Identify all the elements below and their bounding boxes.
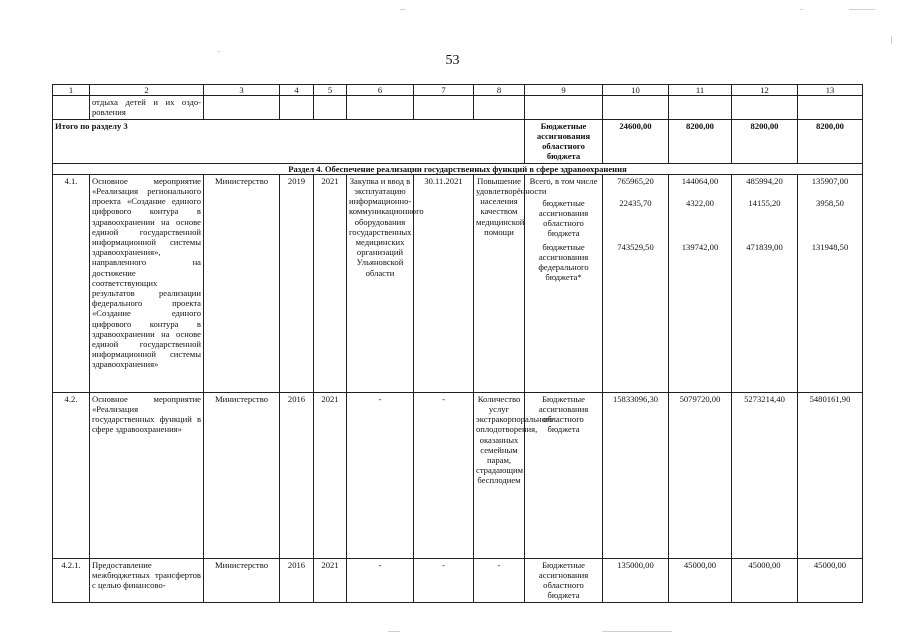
col-number: 5: [314, 85, 347, 96]
value-regional: 22435,70: [619, 197, 652, 208]
row-source: Бюджетные ассигнования областного бюджета: [525, 392, 603, 558]
total-value-10: 24600,00: [603, 119, 669, 163]
row-value-11: 45000,00: [669, 558, 732, 602]
row-name: Основное мероприятие «Реализация регионального проекта «Создание единого цифрового контура в здравоохранении на основе единой государственной информационной системы здравоохранения», направленного на достижение соответствующих результатов реализации федерального проекта «Создание единого цифрового контура в здравоохранении на основе единой государственной информационной системы здравоохранения»: [90, 174, 204, 392]
row-source: Бюджетные ассигнования областного бюджета: [525, 558, 603, 602]
row-values-10: [603, 174, 669, 392]
value-total: 135907,00: [811, 175, 849, 186]
col-number: 4: [280, 85, 314, 96]
value-total: 765965,20: [617, 175, 654, 186]
scan-mark: [800, 9, 803, 10]
col-number: 1: [53, 85, 90, 96]
column-number-row: [53, 85, 863, 96]
row-indicator: Количество услуг экстракорпорального оплодотворения, оказанных семейным парам, страдающим бесплодием: [474, 392, 525, 558]
total-label: Итого по разделу 3: [53, 119, 525, 163]
row-sources: [525, 174, 603, 392]
source-total: Всего, в том числе: [529, 175, 598, 186]
source-federal: бюджетные ассигнования федерального бюджета*: [538, 241, 589, 283]
col-number: 9: [525, 85, 603, 96]
row-executor: Министерство: [204, 174, 280, 392]
row-event: -: [347, 392, 414, 558]
value-federal: 131948,50: [811, 241, 849, 252]
total-value-13: 8200,00: [798, 119, 863, 163]
total-value-12: 8200,00: [732, 119, 798, 163]
table-row: [53, 558, 863, 602]
value-total: 144064,00: [681, 175, 719, 186]
row-values-11: [669, 174, 732, 392]
row-values-12: [732, 174, 798, 392]
row-name: Предоставление межбюджетных трансфертов с целью финансово-: [90, 558, 204, 602]
row-number: 4.2.: [53, 392, 90, 558]
col-number: 6: [347, 85, 414, 96]
source-regional: бюджетные ассигнования областного бюджета: [538, 197, 589, 239]
value-regional: 14155,20: [748, 197, 781, 208]
program-table: [52, 84, 863, 603]
row-executor: Министерство: [204, 392, 280, 558]
row-value-12: 5273214,40: [732, 392, 798, 558]
row-values-13: [798, 174, 863, 392]
section-row: [53, 163, 863, 174]
scan-mark: [891, 36, 892, 44]
continuation-row: [53, 96, 863, 119]
row-value-13: 5480161,90: [798, 392, 863, 558]
row-date: -: [414, 392, 474, 558]
row-end-year: 2021: [314, 558, 347, 602]
total-value-11: 8200,00: [669, 119, 732, 163]
row-start-year: 2019: [280, 174, 314, 392]
value-federal: 139742,00: [681, 241, 719, 252]
scan-mark: [388, 631, 400, 632]
row-executor: Министерство: [204, 558, 280, 602]
row-start-year: 2016: [280, 558, 314, 602]
row-value-10: 15833096,30: [603, 392, 669, 558]
value-regional: 3958,50: [816, 197, 844, 208]
row-value-12: 45000,00: [732, 558, 798, 602]
row-indicator: Повышение удовлетворённости населения качеством медицинской помощи: [474, 174, 525, 392]
col-number: 13: [798, 85, 863, 96]
cont-name: отдыха детей и их оздо-ровления: [90, 96, 204, 119]
col-number: 11: [669, 85, 732, 96]
value-total: 485994,20: [746, 175, 783, 186]
col-number: 3: [204, 85, 280, 96]
value-federal: 743529,50: [617, 241, 654, 252]
col-number: 10: [603, 85, 669, 96]
scan-mark: [602, 631, 672, 632]
page-number: 53: [445, 53, 460, 68]
total-source: Бюджетные ассигнования областного бюджета: [525, 119, 603, 163]
row-value-13: 45000,00: [798, 558, 863, 602]
row-value-10: 135000,00: [603, 558, 669, 602]
value-regional: 4322,00: [686, 197, 714, 208]
row-start-year: 2016: [280, 392, 314, 558]
col-number: 8: [474, 85, 525, 96]
value-federal: 471839,00: [746, 241, 783, 252]
row-end-year: 2021: [314, 392, 347, 558]
section-title: Раздел 4. Обеспечение реализации государственных функций в сфере здравоохранения: [53, 163, 863, 174]
col-number: 12: [732, 85, 798, 96]
col-number: 7: [414, 85, 474, 96]
row-number: 4.2.1.: [53, 558, 90, 602]
row-end-year: 2021: [314, 174, 347, 392]
row-number: 4.1.: [53, 174, 90, 392]
scan-mark: [218, 51, 220, 52]
row-name: Основное мероприятие «Реализация государственных функций в сфере здравоохранения»: [90, 392, 204, 558]
table-row: [53, 392, 863, 558]
col-number: 2: [90, 85, 204, 96]
row-date: -: [414, 558, 474, 602]
row-value-11: 5079720,00: [669, 392, 732, 558]
row-date: 30.11.2021: [414, 174, 474, 392]
row-indicator: -: [474, 558, 525, 602]
total-row: [53, 119, 863, 163]
row-event: Закупка и ввод в эксплуатацию информационно-коммуникационного оборудования государственных медицинских организаций Ульяновской области: [347, 174, 414, 392]
table-row: [53, 174, 863, 392]
scan-mark: [849, 9, 875, 10]
scan-mark: [400, 9, 406, 10]
row-event: -: [347, 558, 414, 602]
